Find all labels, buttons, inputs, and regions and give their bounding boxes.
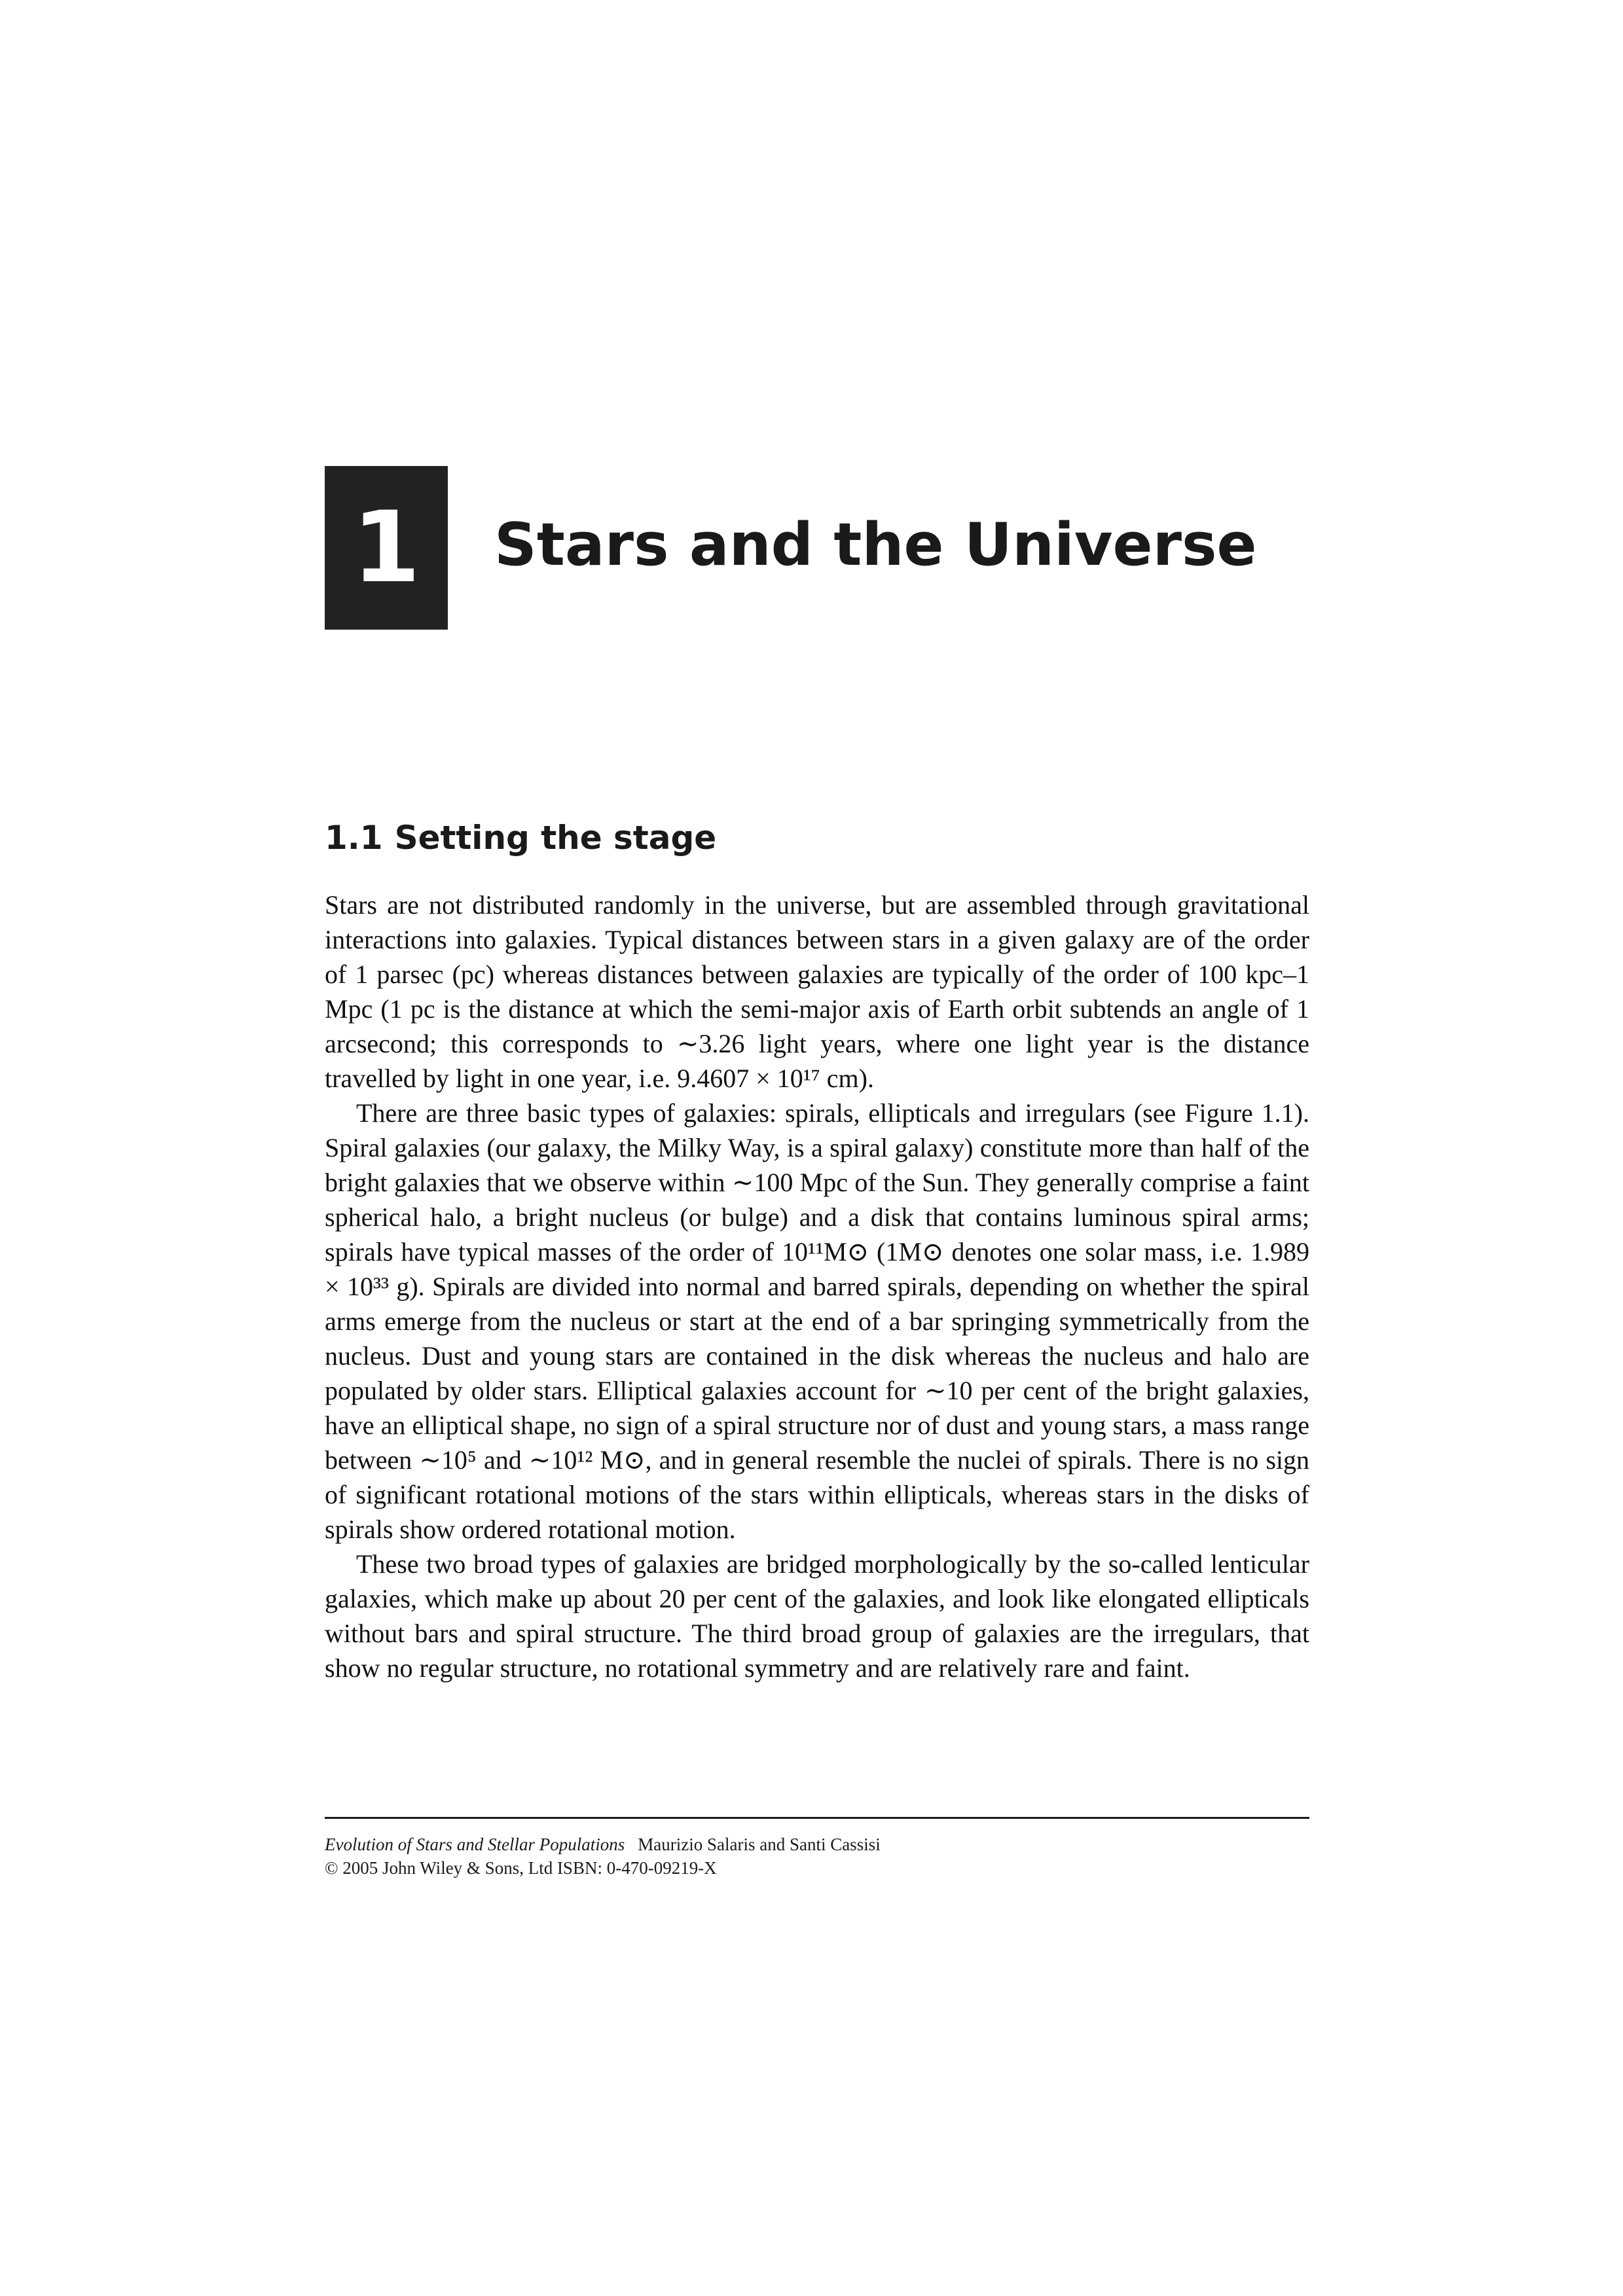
body-text xyxy=(325,888,1309,1685)
section-number: 1.1 xyxy=(325,819,383,857)
paragraph-2: There are three basic types of galaxies: spirals, ellipticals and irregulars (see Figure 1.1). Spiral galaxies (our galaxy, the Milky Way, is a spiral galaxy) constitute more than half of the bright galaxies that we observe within ∼100 Mpc of the Sun. They generally comprise a faint spherical halo, a bright nucleus (or bulge) and a disk that contains luminous spiral arms; spirals have typical masses of the order of 10¹¹M⊙ (1M⊙ denotes one solar mass, i.e. 1.989 × 10³³ g). Spirals are divided into normal and barred spirals, depending on whether the spiral arms emerge from the nucleus or start at the end of a bar springing symmetrically from the nucleus. Dust and young stars are contained in the disk whereas the nucleus and halo are populated by older stars. Elliptical galaxies account for ∼10 per cent of the bright galaxies, have an elliptical shape, no sign of a spiral structure nor of dust and young stars, a mass range between ∼10⁵ and ∼10¹² M⊙, and in general resemble the nuclei of spirals. There is no sign of significant rotational motions of the stars within ellipticals, whereas stars in the disks of spirals show ordered rotational motion. xyxy=(325,1098,1309,1544)
paragraph-1: Stars are not distributed randomly in the universe, but are assembled through gravitational interactions into galaxies. Typical distances between stars in a given galaxy are of the order of 1 parsec (pc) whereas distances between galaxies are typically of the order of 100 kpc–1 Mpc (1 pc is the distance at which the semi-major axis of Earth orbit subtends an angle of 1 arcsecond; this corresponds to ∼3.26 light years, where one light year is the distance travelled by light in one year, i.e. 9.4607 × 10¹⁷ cm). xyxy=(325,890,1309,1093)
footer-citation xyxy=(325,1833,1309,1856)
section-title: Setting the stage xyxy=(394,819,717,857)
footer xyxy=(325,1833,1309,1880)
paragraph-3: These two broad types of galaxies are bridged morphologically by the so-called lenticular galaxies, which make up about 20 per cent of the galaxies, and look like elongated ellipticals without bars and spiral structure. The third broad group of galaxies are the irregulars, that show no regular structure, no rotational symmetry and are relatively rare and faint. xyxy=(325,1549,1309,1683)
section-heading xyxy=(325,817,716,859)
chapter-number: 1 xyxy=(352,491,421,605)
chapter-title: Stars and the Universe xyxy=(494,511,1257,579)
chapter-number-box xyxy=(325,466,448,630)
footer-authors: Maurizio Salaris and Santi Cassisi xyxy=(638,1835,881,1854)
footer-book-title: Evolution of Stars and Stellar Populations xyxy=(325,1835,625,1854)
footer-copyright: © 2005 John Wiley & Sons, Ltd ISBN: 0-470-09219-X xyxy=(325,1858,717,1878)
footer-divider xyxy=(325,1817,1309,1819)
